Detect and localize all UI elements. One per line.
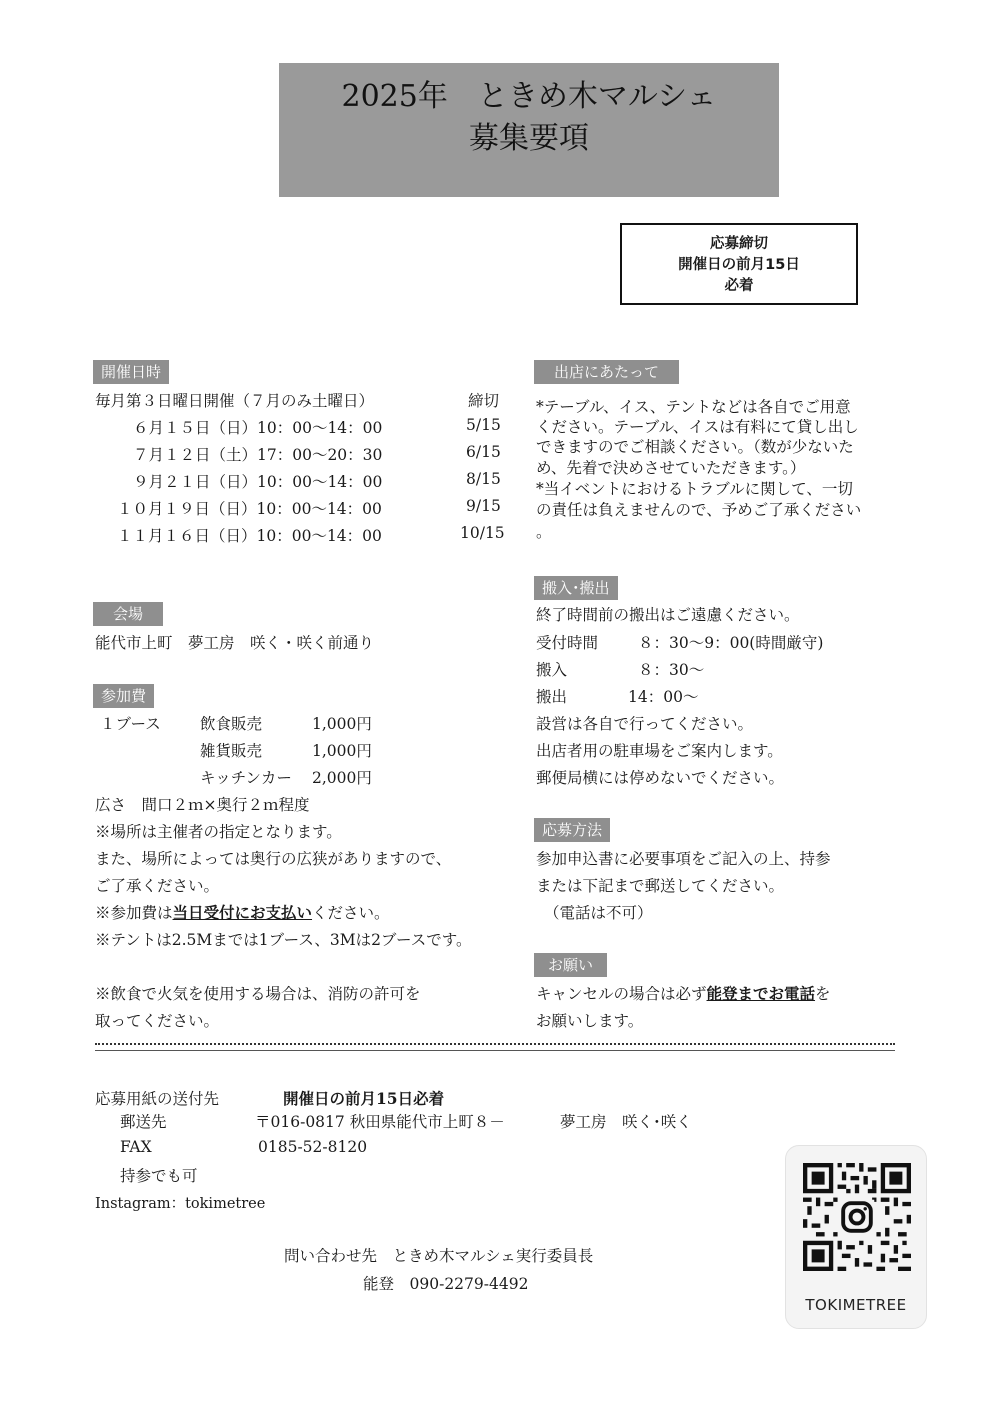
shop-line: め、先着で決めさせていただきます。） bbox=[536, 459, 806, 477]
fee-size: 広さ 間口２ｍ×奥行２ｍ程度 bbox=[95, 796, 310, 814]
logistics-heading: 搬入･搬出 bbox=[534, 576, 618, 600]
send-fax-number: 0185-52-8120 bbox=[258, 1138, 368, 1156]
schedule-row-deadline: 6/15 bbox=[466, 443, 501, 461]
fee-note: ※場所は主催者の指定となります。 bbox=[95, 823, 342, 841]
fee-note: ご了承ください。 bbox=[95, 877, 220, 895]
fee-note: また、場所によっては奥行の広狭がありますので、 bbox=[95, 850, 452, 868]
request-line-1 bbox=[536, 982, 831, 1004]
request-post: を bbox=[815, 985, 831, 1003]
title-line-1: 2025年 ときめ木マルシェ bbox=[341, 79, 717, 114]
send-mail-place: 夢工房 咲く･咲く bbox=[560, 1113, 692, 1131]
schedule-row-deadline: 8/15 bbox=[466, 470, 501, 488]
title-banner bbox=[279, 63, 779, 197]
send-fax-label: FAX bbox=[120, 1138, 152, 1156]
logistics-in-label: 搬入 bbox=[536, 661, 568, 679]
shop-line: *当イベントにおけるトラブルに関して、一切 bbox=[536, 480, 853, 498]
schedule-heading: 開催日時 bbox=[93, 360, 169, 384]
contact-line-1: 問い合わせ先 ときめ木マルシェ実行委員長 bbox=[284, 1247, 594, 1265]
request-emphasis: 能登までお電話 bbox=[706, 984, 816, 1003]
schedule-row-date: ７月１２日（土）17：00〜20：30 bbox=[133, 446, 383, 464]
logistics-out-time: 14：00〜 bbox=[628, 688, 699, 706]
deadline-line-3: 必着 bbox=[724, 278, 754, 294]
schedule-row-date: １１月１６日（日）10：00〜14：00 bbox=[117, 527, 382, 545]
fee-note: ※テントは2.5Mまでは1ブース、3Mは2ブースです。 bbox=[95, 931, 472, 949]
shop-line: *テーブル、イス、テントなどは各自でご用意 bbox=[536, 398, 851, 416]
fee-payment-emphasis: 当日受付にお支払い bbox=[172, 903, 313, 922]
fee-booth: １ブース bbox=[100, 715, 161, 733]
apply-line: （電話は不可） bbox=[544, 904, 653, 922]
qr-label: TOKIMETREE bbox=[805, 1296, 907, 1314]
schedule-deadline-header: 締切 bbox=[468, 392, 500, 410]
schedule-row-deadline: 10/15 bbox=[460, 524, 505, 542]
apply-line: または下記まで郵送してください。 bbox=[536, 877, 785, 895]
shop-line: 。 bbox=[536, 523, 552, 541]
shop-line: できますのでご相談ください。（数が少ないた bbox=[536, 438, 854, 456]
fee-item-price: 1,000円 bbox=[312, 715, 372, 733]
request-heading: お願い bbox=[534, 953, 607, 977]
apply-line: 参加申込書に必要事項をご記入の上、持参 bbox=[536, 850, 831, 868]
deadline-box bbox=[620, 223, 858, 305]
fee-payment-note bbox=[95, 901, 390, 923]
contact-line-2: 能登 090-2279-4492 bbox=[363, 1275, 529, 1293]
shop-line: の責任は負えませんので、予めご了承ください bbox=[536, 501, 862, 519]
title-line-2: 募集要項 bbox=[469, 121, 589, 156]
schedule-row-deadline: 9/15 bbox=[466, 497, 501, 515]
logistics-line: 終了時間前の搬出はご遠慮ください。 bbox=[536, 606, 800, 624]
fee-item-name: 雑貨販売 bbox=[200, 742, 263, 760]
schedule-row-date: ９月２１日（日）10：00〜14：00 bbox=[133, 473, 383, 491]
send-mail-label: 郵送先 bbox=[120, 1113, 167, 1131]
deadline-line-2: 開催日の前月15日 bbox=[678, 257, 800, 273]
request-pre: キャンセルの場合は必ず bbox=[536, 985, 707, 1003]
fee-item-price: 1,000円 bbox=[312, 742, 372, 760]
shop-heading: 出店にあたって bbox=[534, 360, 679, 384]
logistics-in-time: ８：30〜 bbox=[638, 661, 705, 679]
instagram-qr-card[interactable] bbox=[785, 1145, 927, 1329]
send-bring: 持参でも可 bbox=[120, 1167, 198, 1185]
fee-item-name: 飲食販売 bbox=[200, 715, 263, 733]
logistics-out-label: 搬出 bbox=[536, 688, 568, 706]
request-line-2: お願いします。 bbox=[536, 1012, 644, 1030]
fee-note: ※飲食で火気を使用する場合は、消防の許可を bbox=[95, 985, 421, 1003]
schedule-row-date: ６月１５日（日）10：00〜14：00 bbox=[133, 419, 383, 437]
fee-item-price: 2,000円 bbox=[312, 769, 372, 787]
apply-heading: 応募方法 bbox=[534, 818, 610, 842]
fee-payment-pre: ※参加費は bbox=[95, 904, 173, 922]
venue-heading: 会場 bbox=[93, 602, 163, 626]
logistics-reception-label: 受付時間 bbox=[536, 634, 599, 652]
logistics-line: 出店者用の駐車場をご案内します。 bbox=[536, 742, 783, 760]
fee-item-name: キッチンカー bbox=[200, 769, 292, 787]
solid-divider bbox=[95, 1050, 895, 1051]
logistics-reception-time: ８：30〜9：00(時間厳守) bbox=[638, 634, 824, 652]
fee-heading: 参加費 bbox=[93, 684, 154, 708]
qr-code-icon bbox=[803, 1163, 911, 1271]
logistics-line: 設営は各自で行ってください。 bbox=[536, 715, 754, 733]
logistics-line: 郵便局横には停めないでください。 bbox=[536, 769, 785, 787]
send-label: 応募用紙の送付先 bbox=[95, 1090, 220, 1108]
fee-payment-post: ください。 bbox=[312, 904, 390, 922]
fee-note: 取ってください。 bbox=[95, 1012, 220, 1030]
send-mail-address: 〒016-0817 秋田県能代市上町８－ bbox=[255, 1113, 505, 1131]
schedule-row-date: １０月１９日（日）10：00〜14：00 bbox=[117, 500, 382, 518]
schedule-intro: 毎月第３日曜日開催（７月のみ土曜日） bbox=[95, 392, 375, 410]
shop-line: ください。テーブル、イスは有料にて貸し出し bbox=[536, 418, 859, 436]
send-instagram: Instagram：tokimetree bbox=[95, 1196, 266, 1212]
deadline-line-1: 応募締切 bbox=[710, 236, 768, 252]
schedule-row-deadline: 5/15 bbox=[466, 416, 501, 434]
dotted-divider bbox=[95, 1043, 895, 1045]
venue-text: 能代市上町 夢工房 咲く・咲く前通り bbox=[95, 634, 375, 652]
send-deadline: 開催日の前月15日必着 bbox=[283, 1089, 445, 1108]
